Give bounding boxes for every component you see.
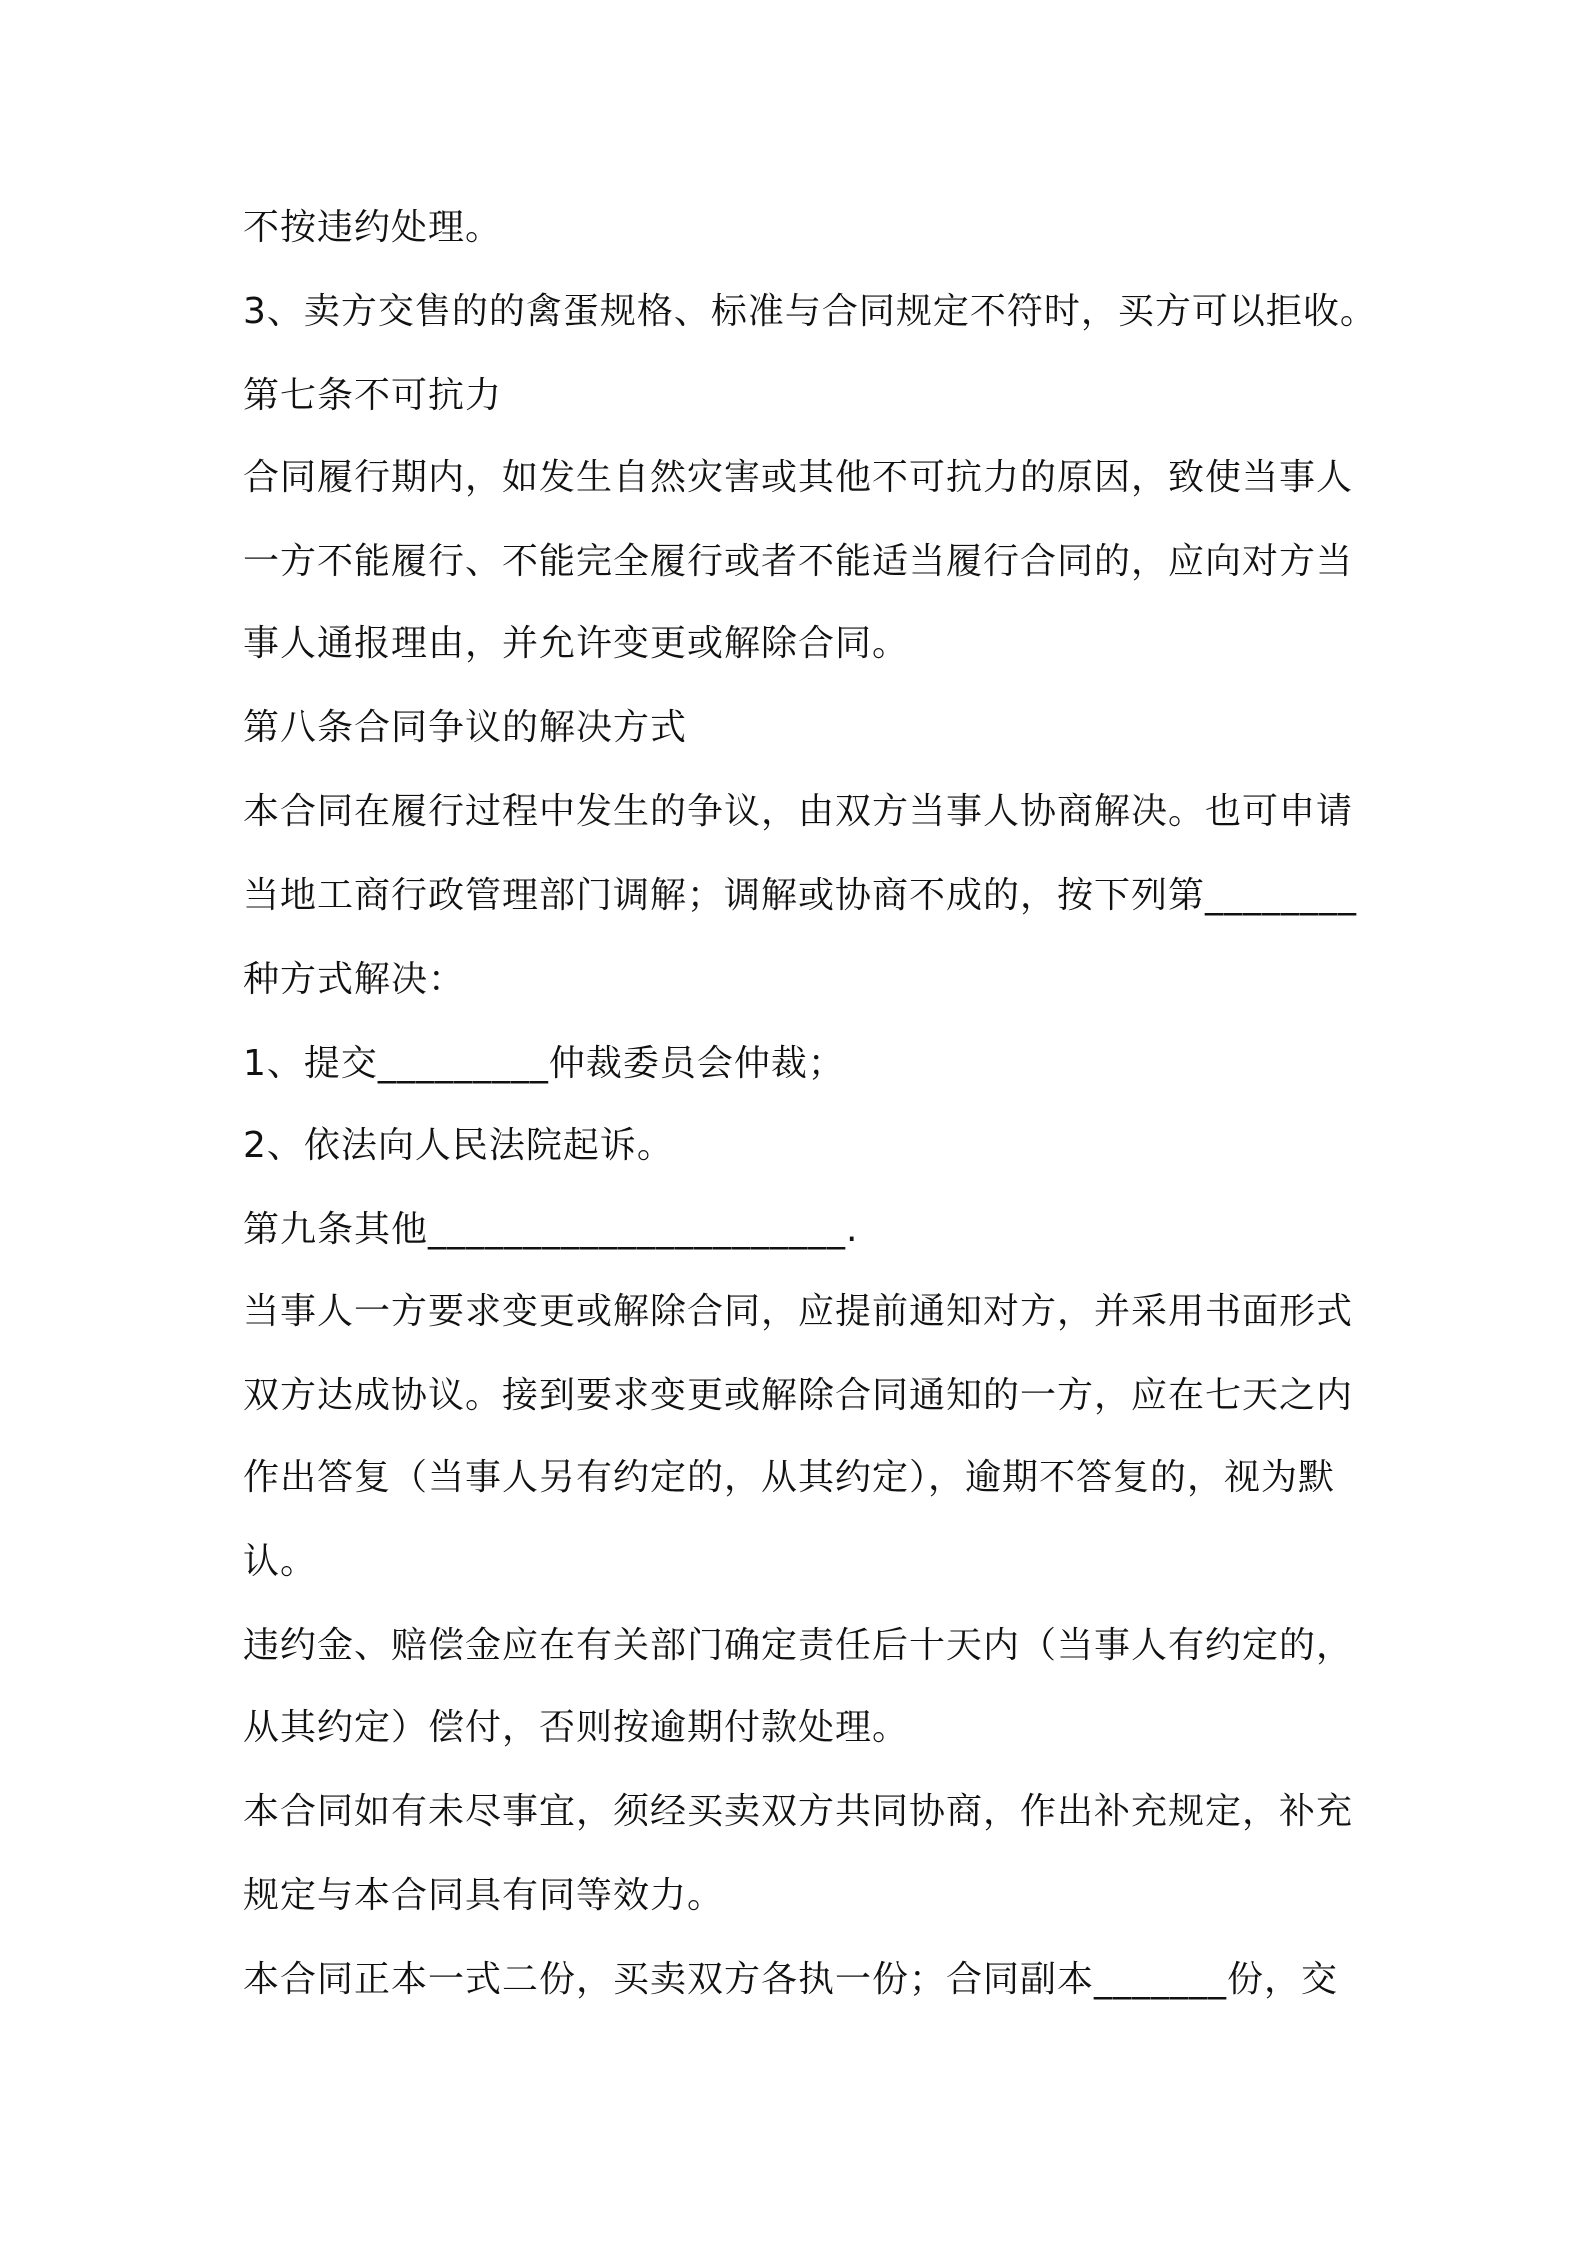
section-heading: 第九条其他______________________.	[243, 1209, 859, 1250]
text-line: 本合同在履行过程中发生的争议，由双方当事人协商解决。也可申请	[243, 791, 1354, 832]
text-line: 当地工商行政管理部门调解；调解或协商不成的，按下列第________	[243, 875, 1358, 916]
text-line: 合同履行期内，如发生自然灾害或其他不可抗力的原因，致使当事人	[243, 457, 1354, 498]
text-line: 本合同正本一式二份，买卖双方各执一份；合同副本_______份，交	[243, 1959, 1339, 2000]
text-line: 认。	[243, 1541, 318, 1582]
text-line: 本合同如有未尽事宜，须经买卖双方共同协商，作出补充规定，补充	[243, 1791, 1354, 1832]
text-line: 规定与本合同具有同等效力。	[243, 1875, 725, 1916]
section-heading: 第八条合同争议的解决方式	[243, 707, 688, 748]
text-line: 当事人一方要求变更或解除合同，应提前通知对方，并采用书面形式	[243, 1291, 1354, 1332]
text-line: 作出答复（当事人另有约定的，从其约定），逾期不答复的，视为默	[243, 1457, 1336, 1498]
text-line: 从其约定）偿付，否则按逾期付款处理。	[243, 1707, 910, 1748]
text-line: 种方式解决：	[243, 959, 466, 1000]
text-line: 不按违约处理。	[243, 207, 503, 248]
text-line: 事人通报理由，并允许变更或解除合同。	[243, 623, 910, 664]
text-line: 3、卖方交售的的禽蛋规格、标准与合同规定不符时，买方可以拒收。	[243, 291, 1377, 332]
list-item: 2、依法向人民法院起诉。	[243, 1125, 674, 1166]
text-line: 双方达成协议。接到要求变更或解除合同通知的一方，应在七天之内	[243, 1375, 1354, 1416]
text-line: 一方不能履行、不能完全履行或者不能适当履行合同的，应向对方当	[243, 541, 1354, 582]
section-heading: 第七条不可抗力	[243, 375, 503, 416]
text-line: 违约金、赔偿金应在有关部门确定责任后十天内（当事人有约定的，	[243, 1625, 1354, 1666]
list-item: 1、提交_________仲裁委员会仲裁；	[243, 1043, 845, 1084]
